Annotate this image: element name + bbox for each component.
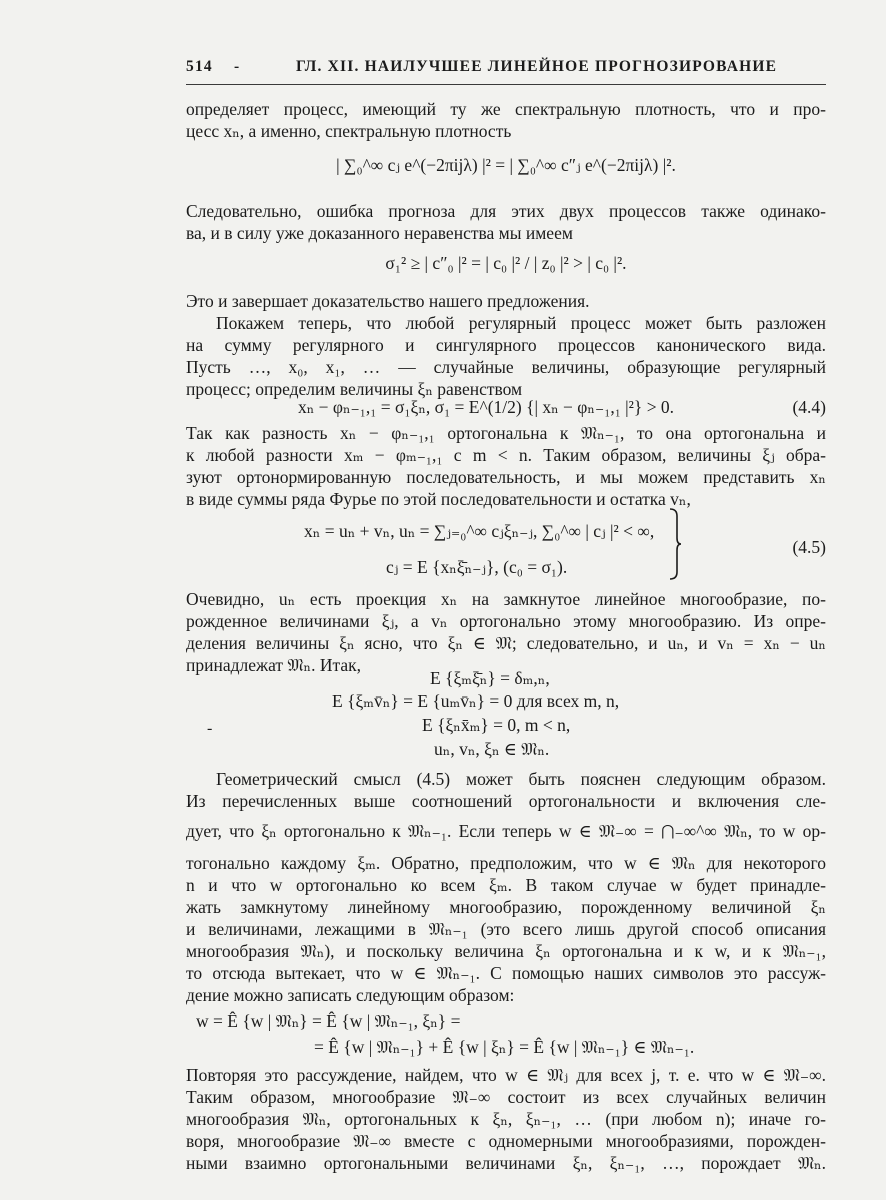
equation-number: (4.4) (792, 397, 826, 417)
text-line: и величинами, лежащими в 𝔐ₙ₋₁ (это всего лишь другой способ описания (186, 919, 826, 939)
equation: E {ξₙx̄ₘ} = 0, m < n, (422, 715, 571, 735)
text-line: жать замкнутому линейному многообразию, порожденному величиной ξₙ (186, 897, 826, 917)
text-line: Следовательно, ошибка прогноза для этих двух процессов также одинако- (186, 201, 826, 221)
text-line: к любой разности xₘ − φₘ₋₁,₁ с m < n. Таким образом, величины ξⱼ обра- (186, 445, 826, 465)
text-line: принадлежат 𝔐ₙ. Итак, (186, 655, 362, 675)
text-line: зуют ортонормированную последовательность, и мы можем представить xₙ (186, 467, 826, 487)
text-line: Пусть …, x₀, x₁, … — случайные величины, образующие регулярный (186, 357, 826, 377)
text-line: многообразия 𝔐ₙ, ортогональных к ξₙ, ξₙ₋₁, … (при любом n); иначе го- (186, 1109, 826, 1129)
text-line: воря, многообразие 𝔐₋∞ вместе с одномерными многообразиями, порожден- (186, 1131, 826, 1151)
text-line: тогонально каждому ξₘ. Обратно, предположим, что w ∈ 𝔐ₙ для некоторого (186, 853, 826, 873)
margin-mark: - (207, 720, 213, 737)
equation: = Ê {w | 𝔐ₙ₋₁} + Ê {w | ξₙ} = Ê {w | 𝔐ₙ₋₁} ∈ 𝔐ₙ₋₁. (314, 1037, 695, 1057)
text-line: цесс xₙ, а именно, спектральную плотность (186, 121, 512, 141)
text-line: многообразия 𝔐ₙ), и поскольку величина ξₙ ортогональна и к w, и к 𝔐ₙ₋₁, (186, 941, 826, 961)
equation: uₙ, vₙ, ξₙ ∈ 𝔐ₙ. (434, 739, 550, 759)
text-line: n и что w ортогонально ко всем ξₘ. В таком случае w будет принадле- (186, 875, 826, 895)
text-line: процесс; определим величины ξₙ равенством (186, 379, 523, 399)
chapter-title: ГЛ. XII. НАИЛУЧШЕЕ ЛИНЕЙНОЕ ПРОГНОЗИРОВАНИЕ (296, 58, 778, 75)
page-number: 514 (186, 58, 213, 75)
text-line: Геометрический смысл (4.5) может быть пояснен следующим образом. (216, 769, 826, 789)
text-line: дует, что ξₙ ортогонально к 𝔐ₙ₋₁. Если теперь w ∈ 𝔐₋∞ = ⋂₋∞^∞ 𝔐ₙ, то w ор- (186, 821, 826, 841)
text-line: Так как разность xₙ − φₙ₋₁,₁ ортогональна к 𝔐ₙ₋₁, то она ортогональна и (186, 423, 826, 443)
text-line: Из перечисленных выше соотношений ортогональности и включения сле- (186, 791, 826, 811)
text-line: рожденное величинами ξⱼ, а vₙ ортогонально этому многообразию. Из опре- (186, 611, 826, 631)
text-line: ва, и в силу уже доказанного неравенства мы имеем (186, 223, 573, 243)
text-line: дение можно записать следующим образом: (186, 985, 515, 1005)
text-line: Покажем теперь, что любой регулярный процесс может быть разложен (216, 313, 826, 333)
header-dash: - (234, 58, 241, 75)
equation-number: (4.5) (792, 537, 826, 557)
text-line: Таким образом, многообразие 𝔐₋∞ состоит из всех случайных величин (186, 1087, 826, 1107)
equation-row (186, 396, 826, 418)
equation: σ₁² ≥ | c″₀ |² = | c₀ |² / | z₀ |² > | c₀ |². (385, 253, 627, 273)
text-line: Повторяя это рассуждение, найдем, что w ∈ 𝔐ⱼ для всех j, т. е. что w ∈ 𝔐₋∞. (186, 1065, 826, 1085)
equation: E {ξₘξ̄ₙ} = δₘ,ₙ, (430, 668, 550, 688)
equation: w = Ê {w | 𝔐ₙ} = Ê {w | 𝔐ₙ₋₁, ξₙ} = (196, 1011, 461, 1031)
equation: xₙ − φₙ₋₁,₁ = σ₁ξₙ, σ₁ = E^(1/2) {| xₙ − φₙ₋₁,₁ |²} > 0. (297, 397, 675, 417)
equation: xₙ = uₙ + vₙ, uₙ = ∑ⱼ₌₀^∞ cⱼξₙ₋ⱼ, ∑₀^∞ | cⱼ |² < ∞, (304, 521, 655, 541)
text-line: Это и завершает доказательство нашего предложения. (186, 291, 590, 311)
equation: | ∑₀^∞ cⱼ e^(−2πijλ) |² = | ∑₀^∞ c″ⱼ e^(−2πijλ) |². (336, 155, 676, 175)
equation: E {ξₘv̄ₙ} = E {uₘv̄ₙ} = 0 для всех m, n, (332, 691, 620, 711)
text-line: ными взаимно ортогональными величинами ξₙ, ξₙ₋₁, …, порождает 𝔐ₙ. (186, 1153, 826, 1173)
text-line: в виде суммы ряда Фурье по этой последовательности и остатка vₙ, (186, 489, 691, 509)
text-line: на сумму регулярного и сингулярного процессов канонического вида. (186, 335, 826, 355)
text-line: деления величины ξₙ ясно, что ξₙ ∈ 𝔐; следовательно, и uₙ, и vₙ = xₙ − uₙ (186, 633, 826, 653)
header-rule (186, 84, 826, 85)
equation: cⱼ = E {xₙξ̄ₙ₋ⱼ}, (c₀ = σ₁). (386, 557, 568, 577)
text-line: то отсюда вытекает, что w ∈ 𝔐ₙ₋₁. С помощью наших символов это рассуж- (186, 963, 826, 983)
text-line: определяет процесс, имеющий ту же спектральную плотность, что и про- (186, 99, 826, 119)
right-brace (668, 508, 682, 580)
text-line: Очевидно, uₙ есть проекция xₙ на замкнутое линейное многообразие, по- (186, 589, 826, 609)
